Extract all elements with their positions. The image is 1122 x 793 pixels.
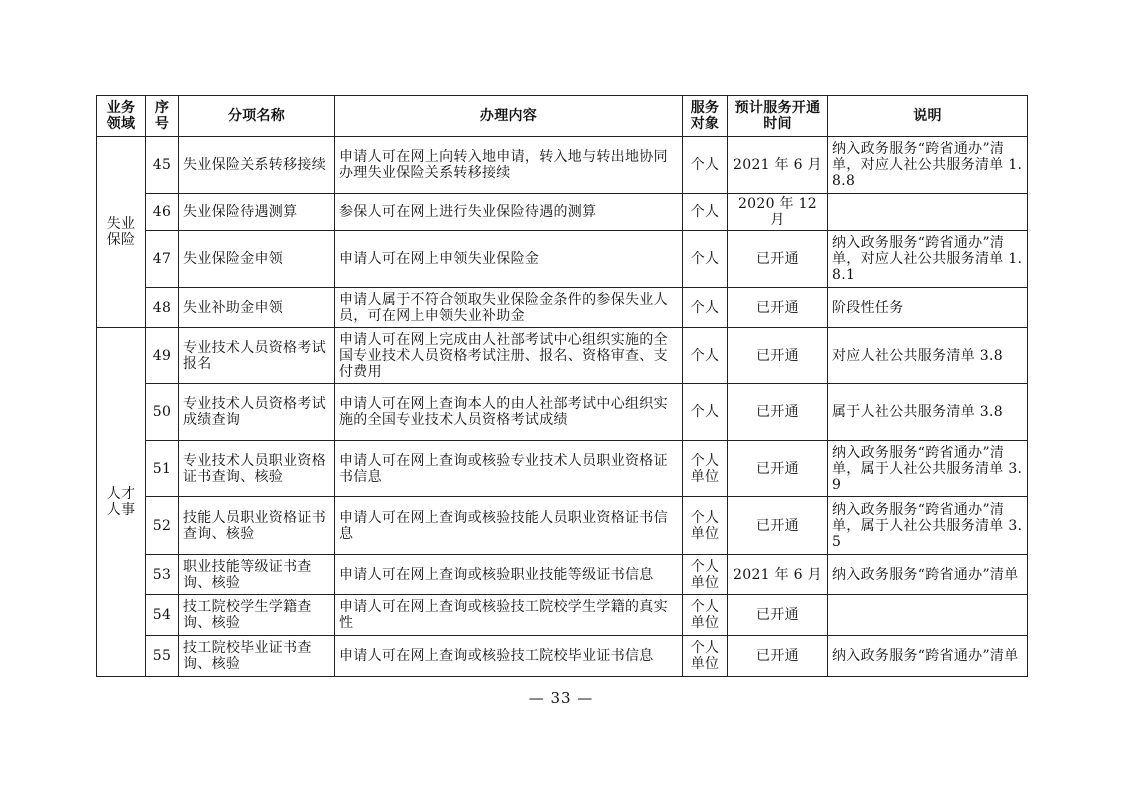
header-row — [97, 96, 1028, 137]
table-row — [97, 636, 1028, 677]
header-target: 服务对象 — [683, 96, 728, 137]
domain-cell: 失业保险 — [97, 137, 146, 328]
time-cell: 2021 年 6 月 — [728, 555, 828, 595]
seq-cell: 51 — [146, 441, 179, 497]
service-table — [96, 95, 1028, 677]
note-cell: 纳入政务服务“跨省通办”清单，属于人社公共服务清单 3.9 — [828, 441, 1028, 497]
note-cell: 纳入政务服务“跨省通办”清单，属于人社公共服务清单 3.5 — [828, 497, 1028, 555]
table-row — [97, 384, 1028, 441]
time-cell: 已开通 — [728, 384, 828, 441]
time-cell: 已开通 — [728, 328, 828, 384]
header-domain: 业务领域 — [97, 96, 146, 137]
header-time: 预计服务开通时间 — [728, 96, 828, 137]
name-cell: 失业保险待遇测算 — [179, 194, 335, 231]
content-cell: 申请人可在网上查询或核验专业技术人员职业资格证书信息 — [335, 441, 683, 497]
content-cell: 申请人可在网上查询或核验技工院校学生学籍的真实性 — [335, 595, 683, 636]
table-row — [97, 328, 1028, 384]
target-cell: 个人 — [683, 194, 728, 231]
note-cell — [828, 595, 1028, 636]
table-row — [97, 194, 1028, 231]
time-cell: 2020 年 12 月 — [728, 194, 828, 231]
time-cell: 已开通 — [728, 636, 828, 677]
table-row — [97, 595, 1028, 636]
content-cell: 申请人可在网上查询或核验技能人员职业资格证书信息 — [335, 497, 683, 555]
content-cell: 申请人可在网上申领失业保险金 — [335, 231, 683, 288]
time-cell: 已开通 — [728, 288, 828, 328]
note-cell: 对应人社公共服务清单 3.8 — [828, 328, 1028, 384]
table-row — [97, 231, 1028, 288]
seq-cell: 52 — [146, 497, 179, 555]
target-cell: 个人单位 — [683, 497, 728, 555]
time-cell: 已开通 — [728, 441, 828, 497]
name-cell: 技能人员职业资格证书查询、核验 — [179, 497, 335, 555]
seq-cell: 48 — [146, 288, 179, 328]
header-note: 说明 — [828, 96, 1028, 137]
table-row — [97, 137, 1028, 194]
note-cell: 属于人社公共服务清单 3.8 — [828, 384, 1028, 441]
domain-cell: 人才人事 — [97, 328, 146, 677]
time-cell: 已开通 — [728, 595, 828, 636]
note-cell: 纳入政务服务“跨省通办”清单，对应人社公共服务清单 1.8.1 — [828, 231, 1028, 288]
seq-cell: 46 — [146, 194, 179, 231]
seq-cell: 49 — [146, 328, 179, 384]
name-cell: 技工院校学生学籍查询、核验 — [179, 595, 335, 636]
content-cell: 申请人属于不符合领取失业保险金条件的参保失业人员，可在网上申领失业补助金 — [335, 288, 683, 328]
note-cell: 阶段性任务 — [828, 288, 1028, 328]
name-cell: 技工院校毕业证书查询、核验 — [179, 636, 335, 677]
table-row — [97, 441, 1028, 497]
time-cell: 已开通 — [728, 497, 828, 555]
content-cell: 申请人可在网上向转入地申请，转入地与转出地协同办理失业保险关系转移接续 — [335, 137, 683, 194]
content-cell: 申请人可在网上完成由人社部考试中心组织实施的全国专业技术人员资格考试注册、报名、资格审查、支付费用 — [335, 328, 683, 384]
name-cell: 职业技能等级证书查询、核验 — [179, 555, 335, 595]
name-cell: 失业保险关系转移接续 — [179, 137, 335, 194]
target-cell: 个人单位 — [683, 595, 728, 636]
name-cell: 失业补助金申领 — [179, 288, 335, 328]
target-cell: 个人 — [683, 328, 728, 384]
name-cell: 专业技术人员职业资格证书查询、核验 — [179, 441, 335, 497]
seq-cell: 55 — [146, 636, 179, 677]
name-cell: 专业技术人员资格考试成绩查询 — [179, 384, 335, 441]
note-cell — [828, 194, 1028, 231]
content-cell: 参保人可在网上进行失业保险待遇的测算 — [335, 194, 683, 231]
name-cell: 失业保险金申领 — [179, 231, 335, 288]
time-cell: 已开通 — [728, 231, 828, 288]
content-cell: 申请人可在网上查询或核验职业技能等级证书信息 — [335, 555, 683, 595]
table-row — [97, 497, 1028, 555]
header-name: 分项名称 — [179, 96, 335, 137]
note-cell: 纳入政务服务“跨省通办”清单 — [828, 555, 1028, 595]
content-cell: 申请人可在网上查询或核验技工院校毕业证书信息 — [335, 636, 683, 677]
note-cell: 纳入政务服务“跨省通办”清单，对应人社公共服务清单 1.8.8 — [828, 137, 1028, 194]
seq-cell: 54 — [146, 595, 179, 636]
seq-cell: 45 — [146, 137, 179, 194]
seq-cell: 53 — [146, 555, 179, 595]
target-cell: 个人单位 — [683, 636, 728, 677]
seq-cell: 47 — [146, 231, 179, 288]
target-cell: 个人 — [683, 137, 728, 194]
target-cell: 个人 — [683, 288, 728, 328]
target-cell: 个人单位 — [683, 555, 728, 595]
target-cell: 个人 — [683, 384, 728, 441]
target-cell: 个人单位 — [683, 441, 728, 497]
time-cell: 2021 年 6 月 — [728, 137, 828, 194]
table-row — [97, 555, 1028, 595]
table-row — [97, 288, 1028, 328]
note-cell: 纳入政务服务“跨省通办”清单 — [828, 636, 1028, 677]
seq-cell: 50 — [146, 384, 179, 441]
header-content: 办理内容 — [335, 96, 683, 137]
page-number: — 33 — — [528, 689, 594, 707]
content-cell: 申请人可在网上查询本人的由人社部考试中心组织实施的全国专业技术人员资格考试成绩 — [335, 384, 683, 441]
target-cell: 个人 — [683, 231, 728, 288]
name-cell: 专业技术人员资格考试报名 — [179, 328, 335, 384]
header-seq: 序号 — [146, 96, 179, 137]
